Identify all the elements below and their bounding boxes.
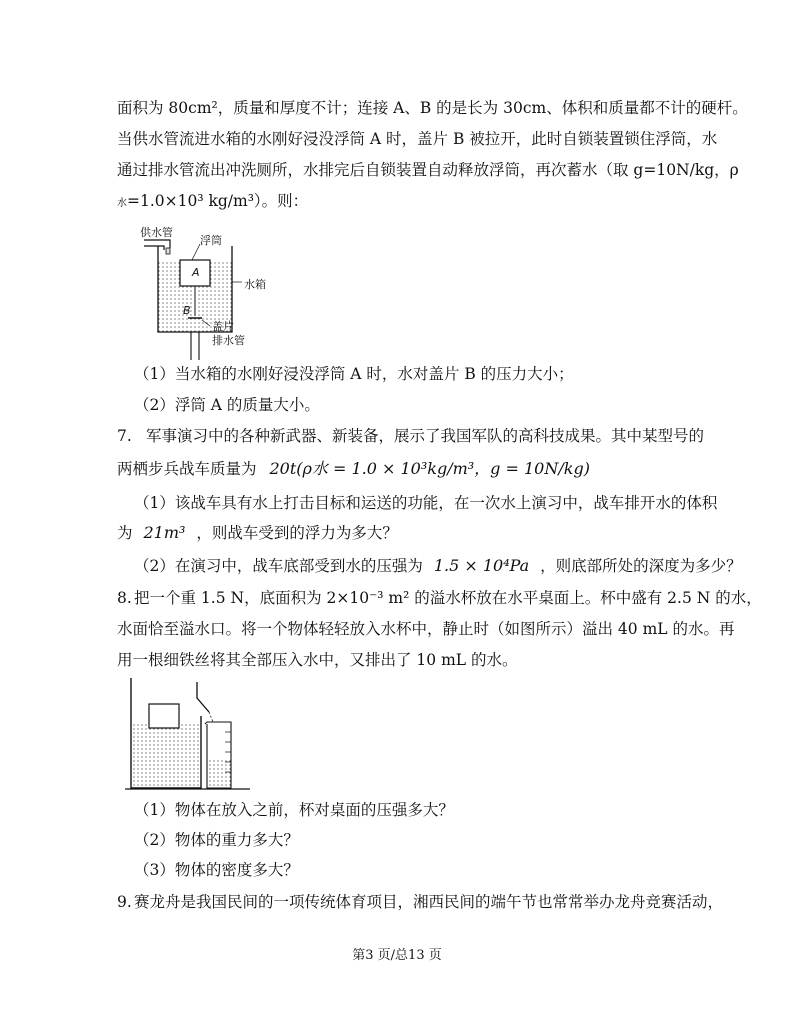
- label-A: A: [192, 266, 200, 279]
- page-footer: 第3 页/总13 页: [352, 948, 442, 963]
- label-supply-pipe: 供水管: [140, 226, 173, 239]
- q6-text-line-3: 通过排水管流出冲洗厕所，水排完后自锁装置自动释放浮筒，再次蓄水（取 g=10N/kg，ρ: [117, 161, 739, 179]
- q7-sub-2-lead: （2）在演习中，战车底部受到水的压强为: [134, 557, 423, 575]
- q8-sub-1: （1）物体在放入之前，杯对桌面的压强多大？: [134, 801, 454, 819]
- q9-number: 9.: [117, 893, 132, 911]
- q7-sub-1-tail: ，则战车受到的浮力为多大？: [196, 524, 398, 542]
- q7-sub-1-lead: 为: [117, 524, 133, 542]
- q6-text-line-2: 当供水管流进水箱的水刚好浸没浮筒 A 时，盖片 B 被拉开，此时自锁装置锁住浮筒，水: [117, 130, 718, 148]
- q7-formula: 20t(ρ水 = 1.0 × 10³kg/m³，g = 10N/kg): [269, 459, 590, 478]
- overflow-cup-figure: [125, 676, 255, 791]
- q7-pressure-formula: 1.5 × 10⁴Pa: [433, 556, 530, 575]
- q6-text-line-1: 面积为 80cm²，质量和厚度不计；连接 A、B 的是长为 30cm、体积和质量都不计的硬杆。: [117, 99, 748, 117]
- water-tank-figure: [130, 222, 290, 362]
- q6-text-line-4-body: =1.0×10³ kg/m³）。则：: [127, 192, 309, 210]
- q7-volume-formula: 21m³: [143, 523, 186, 542]
- q6-sub-1: （1）当水箱的水刚好浸没浮筒 A 时，水对盖片 B 的压力大小；: [134, 365, 574, 383]
- overflow-cup-diagram: [125, 676, 255, 791]
- q7-line-2: [117, 459, 590, 479]
- q8-sub-2: （2）物体的重力多大？: [134, 831, 299, 849]
- label-tank: 水箱: [244, 278, 266, 291]
- q8-sub-3: （3）物体的密度多大？: [134, 861, 299, 879]
- rho-subscript: 水: [117, 198, 127, 209]
- q7-number: 7.: [117, 427, 132, 445]
- q7-sub-1-line-2: [117, 523, 398, 543]
- q7-sub-2-tail: ，则底部所处的深度为多少？: [540, 557, 742, 575]
- q8-line-1: 把一个重 1.5 N，底面积为 2×10⁻³ m² 的溢水杯放在水平桌面上。杯中盛有 2.5 N 的水，: [134, 589, 762, 607]
- q7-line-2-text: 两栖步兵战车质量为: [117, 460, 257, 478]
- q9-line-1: 赛龙舟是我国民间的一项传统体育项目，湘西民间的端午节也常常举办龙舟竞赛活动，: [134, 893, 724, 911]
- q8-number: 8.: [117, 589, 132, 607]
- label-cover: 盖片: [212, 320, 234, 333]
- q7-sub-2: [134, 556, 742, 576]
- label-drain-pipe: 排水管: [212, 334, 245, 347]
- q8-line-3: 用一根细铁丝将其全部压入水中，又排出了 10 mL 的水。: [117, 651, 518, 669]
- q7-line-1: 军事演习中的各种新武器、新装备，展示了我国军队的高科技成果。其中某型号的: [146, 427, 705, 445]
- q6-text-line-4: [117, 191, 308, 214]
- q8-line-2: 水面恰至溢水口。将一个物体轻轻放入水杯中，静止时（如图所示）溢出 40 mL 的水。再: [117, 620, 735, 638]
- q6-sub-2: （2）浮筒 A 的质量大小。: [134, 396, 320, 414]
- label-float: 浮筒: [200, 234, 222, 247]
- label-B: B: [183, 304, 191, 317]
- q7-sub-1-line-1: （1）该战车具有水上打击目标和运送的功能，在一次水上演习中，战车排开水的体积: [134, 494, 718, 512]
